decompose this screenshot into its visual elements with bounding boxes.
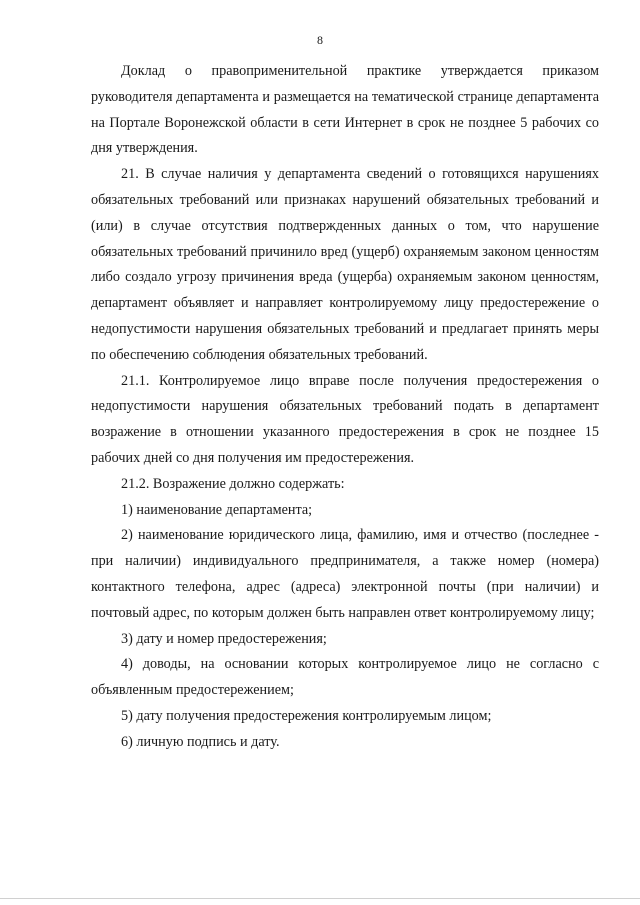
document-body xyxy=(91,59,599,756)
list-item-5: 5) дату получения предостережения контролируемым лицом; xyxy=(121,707,492,724)
list-item-3: 3) дату и номер предостережения; xyxy=(121,630,327,647)
paragraph-21-2: 21.2. Возражение должно содержать: xyxy=(121,475,345,492)
paragraph-21-1: 21.1. Контролируемое лицо вправе после получения предостережения о недопустимости нарушения обязательных требований подать в департамент возражение в отношении указанного предостережения в срок не позднее 15 рабочих дней со дня получения им предостережения. xyxy=(91,372,599,466)
page-number: 8 xyxy=(317,33,323,47)
list-item-4: 4) доводы, на основании которых контролируемое лицо не согласно с объявленным предостережением; xyxy=(91,656,599,699)
paragraph-report-approval: Доклад о правоприменительной практике утверждается приказом руководителя департамента и размещается на тематической странице департамента на Портале Воронежской области в сети Интернет в срок не позднее 5 рабочих со дня утверждения. xyxy=(91,63,599,157)
list-item-1: 1) наименование департамента; xyxy=(121,501,313,518)
list-item-6: 6) личную подпись и дату. xyxy=(121,733,280,750)
page-bottom-edge xyxy=(0,898,640,899)
paragraph-21: 21. В случае наличия у департамента сведений о готовящихся нарушениях обязательных требований или признаках нарушений обязательных требований и (или) в случае отсутствия подтвержденных данных о том, что нарушение обязательных требований причинило вред (ущерб) охраняемым законом ценностям либо создало угрозу причинения вреда (ущерба) охраняемым законом ценностям, департамент объявляет и направляет контролируемому лицу предостережение о недопустимости нарушения обязательных требований и предлагает принять меры по обеспечению соблюдения обязательных требований. xyxy=(91,166,599,363)
list-item-2: 2) наименование юридического лица, фамилию, имя и отчество (последнее - при наличии) индивидуального предпринимателя, а также номер (номера) контактного телефона, адрес (адреса) электронной почты (при наличии) и почтовый адрес, по которым должен быть направлен ответ контролируемому лицу; xyxy=(91,527,599,621)
